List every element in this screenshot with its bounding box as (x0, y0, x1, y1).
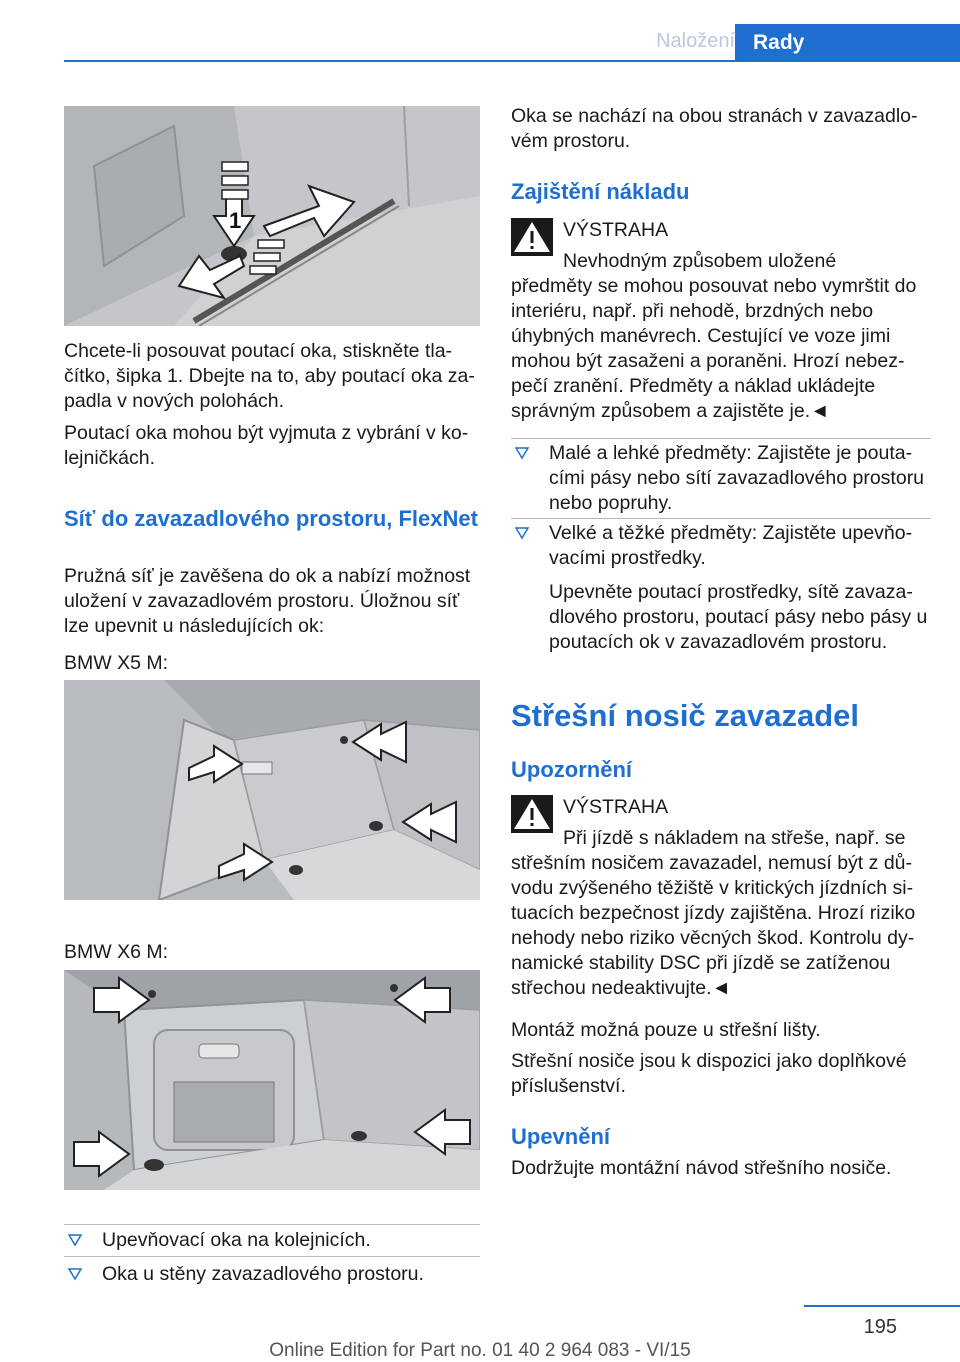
heading-roof-rack: Střešní nosič zavazadel (511, 698, 860, 733)
warning-roof-load (511, 795, 931, 1005)
warning-title: VÝSTRAHA (563, 219, 669, 241)
triangle-bullet-icon (68, 1233, 82, 1247)
paragraph-eyes-location: Oka se nachází na obou stranách v zavazadlo‐ vém prostoru. (511, 105, 918, 152)
heading-note: Upozornění (511, 757, 632, 782)
paragraph-accessories: Střešní nosiče jsou k dispozici jako doplňkové příslušenství. (511, 1050, 907, 1097)
heading-fixing: Upevnění (511, 1124, 611, 1149)
bullet-separator (511, 518, 931, 519)
footer-edition: Online Edition for Part no. 01 40 2 964 083 - VI/15 (269, 1340, 691, 1361)
bullet-separator (64, 1224, 480, 1225)
warning-triangle-icon (511, 795, 553, 833)
triangle-bullet-icon (68, 1267, 82, 1281)
warning-text: střešním nosičem zavazadel, nemusí být z dů‐ vodu zvýšeného těžiště v kritických jízdních si‐ tuacích bezpečnost jízdy zajištěna. Hrozí riziko nehody nebo riziko věcných škod. Kontrolu dy‐ namické stability DSC při jízdě se zatíženou střechou nedeaktivujte.◄ (511, 852, 916, 999)
bullet-text: Oka u stěny zavazadlového prostoru. (102, 1263, 424, 1285)
label-bmw-x6m: BMW X6 M: (64, 941, 169, 963)
bullet-text: Malé a lehké předměty: Zajistěte je pouta‐ cími pásy nebo sítí zavazadlového prostoru nebo popruhy. (549, 442, 925, 514)
figure-x5m-cargo (64, 680, 480, 900)
figure-label-1: 1 (229, 208, 242, 233)
warning-first-line: Při jízdě s nákladem na střeše, např. se (563, 827, 906, 849)
figure-x6m-cargo (64, 970, 480, 1190)
label-bmw-x5m: BMW X5 M: (64, 652, 169, 674)
paragraph-remove-eyes: Poutací oka mohou být vyjmuta z vybrání v ko‐ lejničkách. (64, 422, 469, 469)
bullet-separator (64, 1256, 480, 1257)
warning-cargo (511, 218, 931, 422)
warning-title: VÝSTRAHA (563, 796, 669, 818)
paragraph-fastening: Upevněte poutací prostředky, sítě zavaza‐ dlového prostoru, poutací pásy nebo pásy u poutacích ok v zavazadlovém prostoru. (549, 581, 928, 653)
triangle-bullet-icon (515, 526, 529, 540)
header-rule (64, 60, 960, 62)
tab-rady[interactable] (735, 24, 960, 62)
paragraph-fixing: Dodržujte montážní návod střešního nosiče. (511, 1157, 892, 1179)
heading-cargo-securing: Zajištění nákladu (511, 179, 690, 204)
warning-triangle-icon (511, 218, 553, 256)
bullet-text: Upevňovací oka na kolejnicích. (102, 1229, 371, 1251)
paragraph-flexnet: Pružná síť je zavěšena do ok a nabízí možnost uložení v zavazadlovém prostoru. Úložnou síť lze upevnit u následujících ok: (64, 565, 471, 637)
tab-nalozeni[interactable]: Naložení (656, 30, 735, 52)
figure-lashing-eye-rail (64, 106, 480, 326)
warning-first-line: Nevhodným způsobem uložené (563, 250, 837, 272)
paragraph-move-eyes: Chcete-li posouvat poutací oka, stiskněte tla‐ čítko, šipka 1. Dbejte na to, aby poutací oka za‐ padla v nových polohách. (64, 340, 475, 412)
bullet-text: Velké a těžké předměty: Zajistěte upevňo‐ vacími prostředky. (549, 522, 913, 569)
page-number: 195 (863, 1316, 897, 1338)
heading-flexnet: Síť do zavazadlového prostoru, FlexNet (64, 506, 478, 531)
tab-rady-label: Rady (753, 31, 805, 54)
footer-rule (804, 1305, 960, 1307)
page-header (0, 0, 960, 62)
paragraph-mounting: Montáž možná pouze u střešní lišty. (511, 1019, 821, 1041)
triangle-bullet-icon (515, 446, 529, 460)
warning-text: předměty se mohou posouvat nebo vymrštit do interiéru, např. při nehodě, brzdných nebo úhybných manévrech. Cestující ve voze jimi mohou být zasaženi a poraněni. Hrozí nebez‐ pečí zranění. Předměty a náklad ukládejte správným způsobem a zajistěte je.◄ (511, 275, 917, 422)
bullet-separator (511, 438, 931, 439)
